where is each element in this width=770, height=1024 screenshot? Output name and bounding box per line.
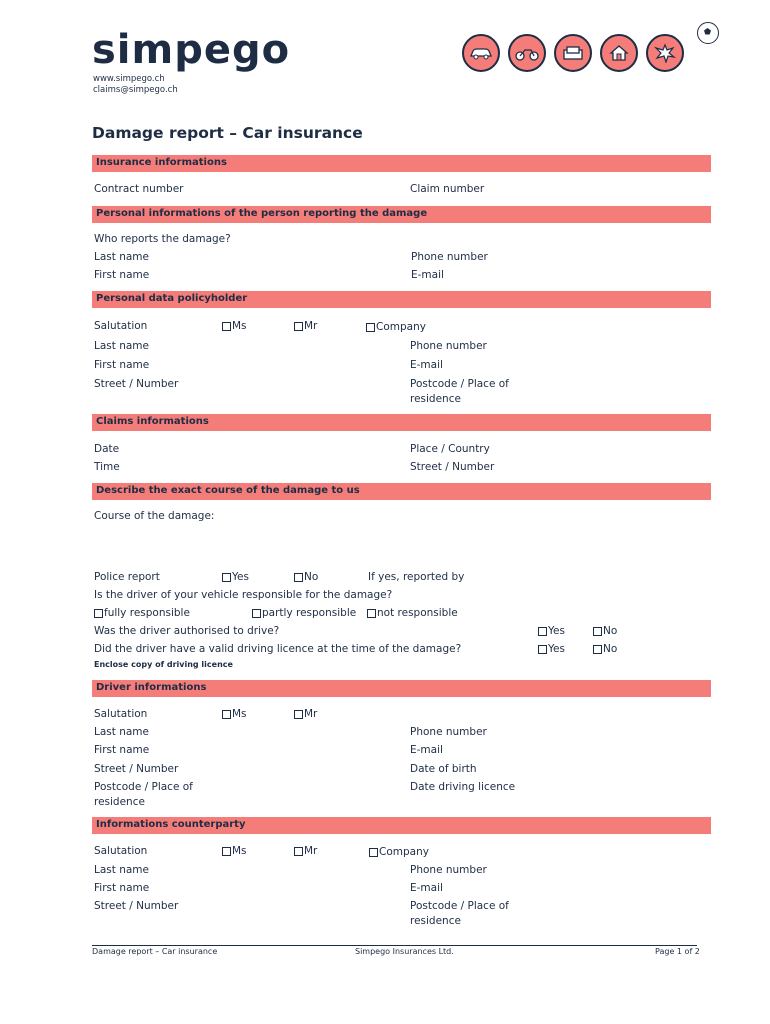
sofa-icon xyxy=(554,34,592,72)
driver-street-field[interactable]: Street / Number xyxy=(94,763,179,775)
claim-time-field[interactable]: Time xyxy=(94,461,120,473)
section-header-label: Driver informations xyxy=(96,682,207,693)
email-link[interactable]: claims@simpego.ch xyxy=(93,85,178,95)
checkbox-label: partly responsible xyxy=(262,607,357,619)
checkbox-box[interactable] xyxy=(294,847,303,856)
policyholder-first-name-field[interactable]: First name xyxy=(94,359,150,371)
checkbox-label: Mr xyxy=(304,320,318,332)
broken-glass-icon xyxy=(646,34,684,72)
footer-doc-title: Damage report – Car insurance xyxy=(92,947,218,956)
claim-date-field[interactable]: Date xyxy=(94,443,120,455)
section-header-counterparty xyxy=(92,817,711,834)
checkbox-label: No xyxy=(603,625,618,637)
house-icon xyxy=(600,34,638,72)
counterparty-company-checkbox[interactable] xyxy=(369,846,429,858)
driver-licence-date-field[interactable]: Date driving licence xyxy=(410,781,516,793)
checkbox-box[interactable] xyxy=(94,609,103,618)
fully-responsible-checkbox[interactable] xyxy=(94,607,190,619)
driver-postcode-field[interactable]: Postcode / Place of residence xyxy=(94,781,193,808)
claim-number-field[interactable]: Claim number xyxy=(410,183,485,195)
policyholder-email-field[interactable]: E-mail xyxy=(410,359,443,371)
website-link[interactable]: www.simpego.ch xyxy=(93,74,165,84)
licence-yes-checkbox[interactable] xyxy=(538,643,565,655)
checkbox-box[interactable] xyxy=(367,609,376,618)
checkbox-label: Yes xyxy=(548,643,565,655)
claim-place-field[interactable]: Place / Country xyxy=(410,443,490,455)
who-reports-field[interactable]: Who reports the damage? xyxy=(94,233,231,245)
counterparty-phone-field[interactable]: Phone number xyxy=(410,864,487,876)
reporter-phone-field[interactable]: Phone number xyxy=(411,251,488,263)
checkbox-label: Ms xyxy=(232,845,247,857)
claim-street-field[interactable]: Street / Number xyxy=(410,461,495,473)
driver-first-name-field[interactable]: First name xyxy=(94,744,150,756)
reported-by-field[interactable]: If yes, reported by xyxy=(368,571,465,583)
counterparty-mr-checkbox[interactable] xyxy=(294,845,317,857)
checkbox-box[interactable] xyxy=(538,627,547,636)
police-yes-checkbox[interactable] xyxy=(222,571,249,583)
page-title: Damage report – Car insurance xyxy=(92,124,363,142)
checkbox-box[interactable] xyxy=(369,848,378,857)
section-header-policyholder xyxy=(92,291,711,308)
football-icon xyxy=(697,22,719,44)
checkbox-label: Company xyxy=(379,846,429,858)
driver-last-name-field[interactable]: Last name xyxy=(94,726,149,738)
checkbox-box[interactable] xyxy=(294,322,303,331)
checkbox-label: Mr xyxy=(304,845,318,857)
checkbox-label: Ms xyxy=(232,708,247,720)
checkbox-box[interactable] xyxy=(252,609,261,618)
policyholder-company-checkbox[interactable] xyxy=(366,321,426,333)
partly-responsible-checkbox[interactable] xyxy=(252,607,356,619)
footer-company: Simpego Insurances Ltd. xyxy=(355,947,454,956)
not-responsible-checkbox[interactable] xyxy=(367,607,458,619)
course-of-damage-field[interactable]: Course of the damage: xyxy=(94,510,215,522)
footer-page-number: Page 1 of 2 xyxy=(655,947,700,956)
checkbox-box[interactable] xyxy=(366,323,375,332)
policyholder-phone-field[interactable]: Phone number xyxy=(410,340,487,352)
driver-ms-checkbox[interactable] xyxy=(222,708,247,720)
checkbox-label: Company xyxy=(376,321,426,333)
section-header-label: Personal data policyholder xyxy=(96,293,248,304)
driver-salutation-label: Salutation xyxy=(94,708,148,720)
contract-number-field[interactable]: Contract number xyxy=(94,183,184,195)
checkbox-label: not responsible xyxy=(377,607,458,619)
checkbox-box[interactable] xyxy=(538,645,547,654)
policyholder-mr-checkbox[interactable] xyxy=(294,320,317,332)
reporter-last-name-field[interactable]: Last name xyxy=(94,251,149,263)
checkbox-box[interactable] xyxy=(222,573,231,582)
section-header-label: Insurance informations xyxy=(96,157,227,168)
checkbox-label: Yes xyxy=(548,625,565,637)
reporter-first-name-field[interactable]: First name xyxy=(94,269,150,281)
counterparty-street-field[interactable]: Street / Number xyxy=(94,900,179,912)
logo: simpego xyxy=(92,27,291,73)
checkbox-box[interactable] xyxy=(294,710,303,719)
section-header-course xyxy=(92,483,711,500)
reporter-email-field[interactable]: E-mail xyxy=(411,269,444,281)
counterparty-ms-checkbox[interactable] xyxy=(222,845,247,857)
licence-no-checkbox[interactable] xyxy=(593,643,617,655)
section-header-insurance xyxy=(92,155,711,172)
counterparty-salutation-label: Salutation xyxy=(94,845,148,857)
section-header-label: Personal informations of the person reporting the damage xyxy=(96,208,428,219)
policyholder-street-field[interactable]: Street / Number xyxy=(94,378,179,390)
driver-dob-field[interactable]: Date of birth xyxy=(410,763,477,775)
checkbox-box[interactable] xyxy=(593,627,602,636)
checkbox-label: No xyxy=(603,643,618,655)
counterparty-email-field[interactable]: E-mail xyxy=(410,882,443,894)
checkbox-box[interactable] xyxy=(222,847,231,856)
checkbox-label: Yes xyxy=(232,571,249,583)
footer-divider xyxy=(92,945,697,946)
police-report-label: Police report xyxy=(94,571,160,583)
checkbox-box[interactable] xyxy=(294,573,303,582)
section-header-claims xyxy=(92,414,711,431)
counterparty-postcode-field[interactable]: Postcode / Place of residence xyxy=(410,900,509,927)
driver-authorised-question: Was the driver authorised to drive? xyxy=(94,625,280,637)
section-header-label: Claims informations xyxy=(96,416,209,427)
checkbox-label: Ms xyxy=(232,320,247,332)
category-icons xyxy=(462,34,684,72)
checkbox-box[interactable] xyxy=(222,710,231,719)
checkbox-box[interactable] xyxy=(593,645,602,654)
police-no-checkbox[interactable] xyxy=(294,571,318,583)
checkbox-box[interactable] xyxy=(222,322,231,331)
section-header-label: Describe the exact course of the damage to us xyxy=(96,485,360,496)
counterparty-last-name-field[interactable]: Last name xyxy=(94,864,149,876)
authorised-no-checkbox[interactable] xyxy=(593,625,617,637)
checkbox-label: No xyxy=(304,571,319,583)
policyholder-salutation-label: Salutation xyxy=(94,320,148,332)
counterparty-first-name-field[interactable]: First name xyxy=(94,882,150,894)
car-icon xyxy=(462,34,500,72)
checkbox-label: Mr xyxy=(304,708,318,720)
authorised-yes-checkbox[interactable] xyxy=(538,625,565,637)
checkbox-label: fully responsible xyxy=(104,607,190,619)
driver-mr-checkbox[interactable] xyxy=(294,708,317,720)
section-header-reporter xyxy=(92,206,711,223)
driver-phone-field[interactable]: Phone number xyxy=(410,726,487,738)
motorbike-icon xyxy=(508,34,546,72)
enclose-licence-note: Enclose copy of driving licence xyxy=(94,660,233,669)
policyholder-ms-checkbox[interactable] xyxy=(222,320,247,332)
section-header-driver xyxy=(92,680,711,697)
policyholder-last-name-field[interactable]: Last name xyxy=(94,340,149,352)
valid-licence-question: Did the driver have a valid driving licence at the time of the damage? xyxy=(94,643,462,655)
policyholder-postcode-field[interactable]: Postcode / Place of residence xyxy=(410,378,509,405)
driver-responsible-question: Is the driver of your vehicle responsible for the damage? xyxy=(94,589,393,601)
driver-email-field[interactable]: E-mail xyxy=(410,744,443,756)
section-header-label: Informations counterparty xyxy=(96,819,246,830)
